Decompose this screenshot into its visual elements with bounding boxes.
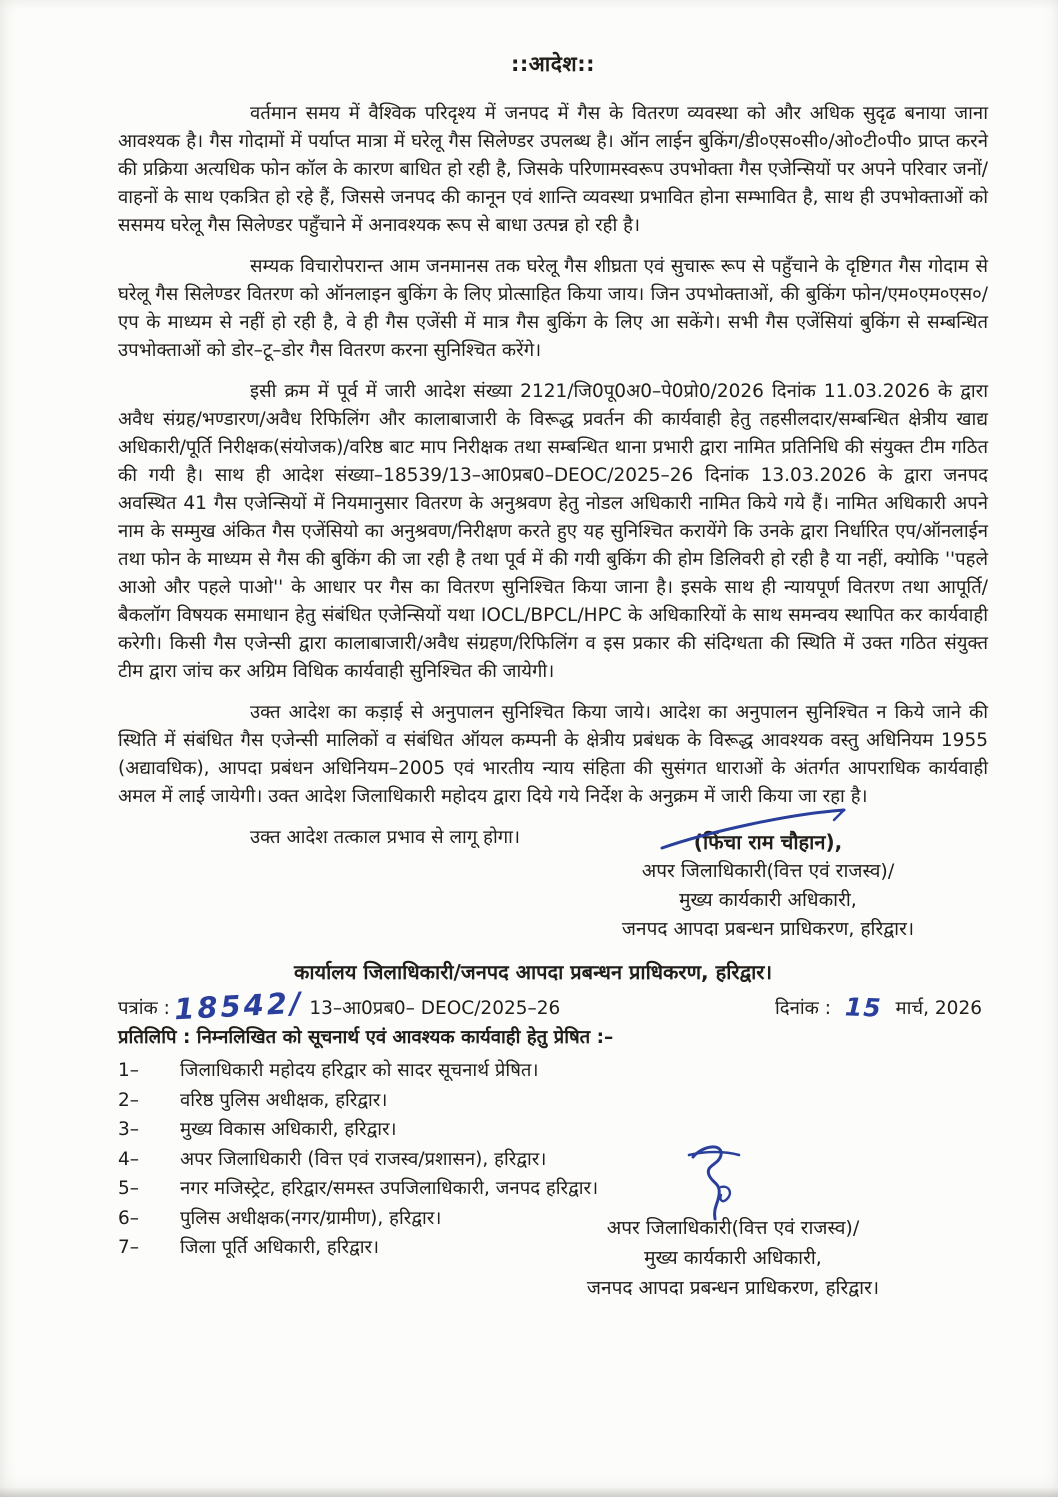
signatory-designation-3: जनपद आपदा प्रबन्धन प्राधिकरण, हरिद्वार। xyxy=(621,918,915,940)
reference-line xyxy=(118,985,988,1027)
recipient-text: अपर जिलाधिकारी (वित्त एवं राजस्व/प्रशासन), हरिद्वार। xyxy=(180,1148,547,1170)
handwritten-date-day: 15 xyxy=(844,992,883,1023)
recipient-number: 2– xyxy=(118,1089,140,1111)
recipient-number: 4– xyxy=(118,1148,140,1170)
recipient-text: पुलिस अधीक्षक(नगर/ग्रामीण), हरिद्वार। xyxy=(180,1207,442,1229)
pen-signature-initials xyxy=(685,1143,745,1221)
office-heading: कार्यालय जिलाधिकारी/जनपद आपदा प्रबन्धन प्राधिकरण, हरिद्वार। xyxy=(293,960,773,984)
recipient-text: जिलाधिकारी महोदय हरिद्वार को सादर सूचनार्थ प्रेषित। xyxy=(180,1060,539,1081)
paragraph-3: इसी क्रम में पूर्व में जारी आदेश संख्या 2121/जि0पू0अ0–पे0प्रो0/2026 दिनांक 11.03.2026 के द्वारा अवैध संग्रह/भण्डारण/अवैध रिफिलिंग और कालाबाजारी के विरूद्ध प्रवर्तन की कार्यवाही हेतु तहसीलदार/सम्बन्धित क्षेत्रीय खाद्य अधिकारी/पूर्ति निरीक्षक(संयोजक)/वरिष्ठ बाट माप निरीक्षक तथा सम्बन्धित थाना प्रभारी द्वारा नामित प्रतिनिधि की संयुक्त टीम गठित की गयी है। साथ ही आदेश संख्या–18539/13–आ0प्रब0–DEOC/2025–26 दिनांक 13.03.2026 के द्वारा जनपद अवस्थित 41 गैस एजेन्सियों में नियमानुसार वितरण के अनुश्रवण हेतु नोडल अधिकारी नामित किये गये हैं। नामित अधिकारी अपने नाम के सम्मुख अंकित गैस एजेंसियो का अनुश्रवण/निरीक्षण करते हुए यह सुनिश्चित करायेंगे कि उनके द्वारा निर्धारित एप/ऑनलाईन तथा फोन के माध्यम से गैस की बुकिंग की जा रही है तथा पूर्व में की गयी बुकिंग की होम डिलिवरी हो रही है या नहीं, क्योकि ''पहले आओ और पहले पाओ'' के आधार पर गैस का वितरण सुनिश्चित किया जाना है। इसके साथ ही न्यायपूर्ण वितरण तथा आपूर्ति/बैकलॉग विषयक समाधान हेतु संबंधित एजेन्सियों यथा IOCL/BPCL/HPC के अधिकारियों के साथ समन्वय स्थापित कर कार्यवाही करेगी। किसी गैस एजेन्सी द्वारा कालाबाजारी/अवैध संग्रहण/रिफिलिंग व इस प्रकार की संदिग्धता की स्थिति में उक्त गठित संयुक्त टीम द्वारा जांच कर अग्रिम विधिक कार्यवाही सुनिश्चित की जायेगी। xyxy=(118,381,988,682)
signatory-designation-2: मुख्य कार्यकारी अधिकारी, xyxy=(679,889,857,911)
signatory2-designation-1: अपर जिलाधिकारी(वित्त एवं राजस्व)/ xyxy=(606,1216,860,1239)
recipient-row-3 xyxy=(118,1115,988,1145)
copy-distribution-heading: प्रतिलिपि : निम्नलिखित को सूचनार्थ एवं आवश्यक कार्यवाही हेतु प्रेषित :– xyxy=(118,1027,614,1048)
signatory2-designation-2: मुख्य कार्यकारी अधिकारी, xyxy=(644,1246,822,1269)
pen-signature-stroke xyxy=(658,806,868,852)
date-label: दिनांक : xyxy=(774,998,831,1019)
handwritten-letter-number: 18542/ xyxy=(173,985,305,1027)
signatory-name: (फिंचा राम चौहान), xyxy=(693,830,843,854)
signatory-designation-1: अपर जिलाधिकारी(वित्त एवं राजस्व)/ xyxy=(641,860,895,882)
recipient-number: 5– xyxy=(118,1178,140,1199)
signature-block-2 xyxy=(518,1143,948,1303)
recipient-text: जिला पूर्ति अधिकारी, हरिद्वार। xyxy=(180,1237,380,1258)
paragraph-2: सम्यक विचारोपरान्त आम जनमानस तक घरेलू गैस शीघ्रता एवं सुचारू रूप से पहुँचाने के दृष्टिगत गैस गोदाम से घरेलू गैस सिलेण्डर वितरण को ऑनलाइन बुकिंग के लिए प्रोत्साहित किया जाय। जिन उपभोक्ताओं, की बुकिंग फोन/एम०एम०एस०/एप के माध्यम से नहीं हो रही है, वे ही गैस एजेंसी में मात्र गैस बुकिंग के लिए आ सकेंगे। सभी गैस एजेंसियां बुकिंग से सम्बन्धित उपभोक्ताओं को डोर–टू–डोर गैस वितरण करना सुनिश्चित करेंगे। xyxy=(118,256,988,361)
paragraph-1: वर्तमान समय में वैश्विक परिदृश्य में जनपद में गैस के वितरण व्यवस्था को और अधिक सुदृढ बनाया जाना आवश्यक है। गैस गोदामों में पर्याप्त मात्रा में घरेलू गैस सिलेण्डर उपलब्ध है। ऑन लाईन बुकिंग/डी०एस०सी०/ओ०टी०पी० प्राप्त करने की प्रक्रिया अत्यधिक फोन कॉल के कारण बाधित हो रही है, जिसके परिणामस्वरूप उपभोक्ता गैस एजेन्सियों पर अपने परिवार जनों/वाहनों के साथ एकत्रित हो रहे हैं, जिससे जनपद की कानून एवं शान्ति व्यवस्था प्रभावित होना सम्भावित है, साथ ही उपभोक्ताओं को ससमय घरेलू गैस सिलेण्डर पहुँचाने में अनावश्यक रूप से बाधा उत्पन्न हो रही है। xyxy=(118,103,988,236)
date-group xyxy=(775,993,982,1022)
recipient-number: 7– xyxy=(118,1237,140,1258)
recipient-row-1 xyxy=(118,1056,988,1086)
ref-printed-text: 13–आ0प्रब0– DEOC/2025–26 xyxy=(309,998,561,1019)
signature-block-1 xyxy=(558,828,978,944)
recipient-text: नगर मजिस्ट्रेट, हरिद्वार/समस्त उपजिलाधिकारी, जनपद हरिद्वार। xyxy=(180,1178,599,1199)
recipient-text: वरिष्ठ पुलिस अधीक्षक, हरिद्वार। xyxy=(180,1089,388,1111)
recipient-number: 6– xyxy=(118,1207,140,1229)
recipient-number: 1– xyxy=(118,1060,140,1081)
document-title: ::आदेश:: xyxy=(511,52,595,76)
recipient-number: 3– xyxy=(118,1119,140,1140)
ref-label: पत्रांक : xyxy=(118,998,170,1019)
date-printed-text: मार्च, 2026 xyxy=(895,998,982,1019)
signatory2-designation-3: जनपद आपदा प्रबन्धन प्राधिकरण, हरिद्वार। xyxy=(586,1276,880,1299)
recipient-row-2 xyxy=(118,1086,988,1116)
recipient-text: मुख्य विकास अधिकारी, हरिद्वार। xyxy=(180,1119,397,1140)
paragraph-4: उक्त आदेश का कड़ाई से अनुपालन सुनिश्चित किया जाये। आदेश का अनुपालन सुनिश्चित न किये जाने की स्थिति में संबंधित गैस एजेन्सी मालिकों व संबंधित ऑयल कम्पनी के क्षेत्रीय प्रबंधक के विरूद्ध आवश्यक वस्तु अधिनियम 1955 (अद्यावधिक), आपदा प्रबंधन अधिनियम–2005 एवं भारतीय न्याय संहिता की सुसंगत धाराओं के अंतर्गत आपराधिक कार्यवाही अमल में लाई जायेगी। उक्त आदेश जिलाधिकारी महोदय द्वारा दिये गये निर्देश के अनुक्रम में जारी किया जा रहा है। xyxy=(118,702,988,807)
paragraph-effective-immediately: उक्त आदेश तत्काल प्रभाव से लागू होगा। xyxy=(250,827,520,848)
